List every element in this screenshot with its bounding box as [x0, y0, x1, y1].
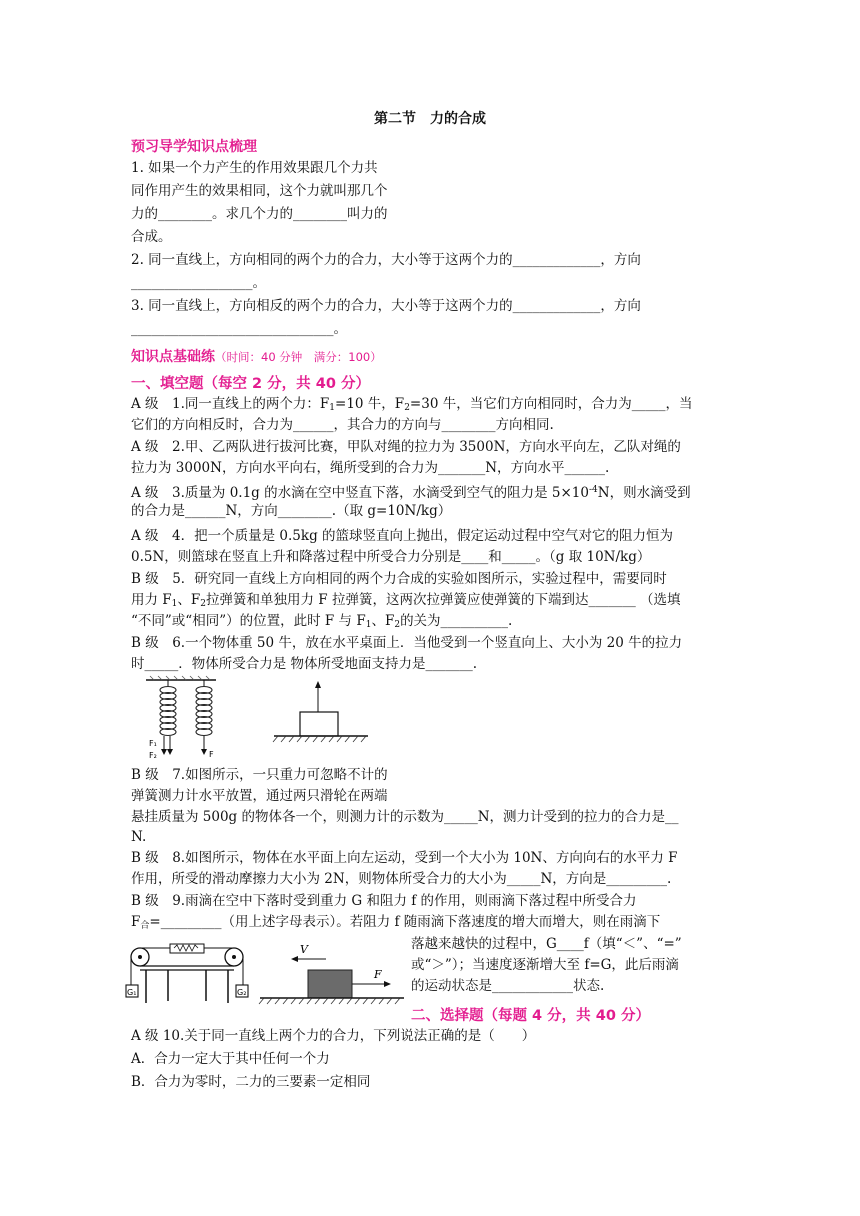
q9-line-1: B 级 9.雨滴在空中下落时受到重力 G 和阻力 f 的作用，则雨滴下落过程中所受合力	[131, 893, 637, 909]
q9-line-2: $F_合=\_\_\_\_\_\_\_\_\_$（用上述字母表示）。若阻力 f 随雨滴下落速度的增大而增大，则在雨滴下	[131, 914, 661, 931]
q7-line-3: 悬挂质量为 500g 的物体各一个，则测力计的示数为_____N，测力计受到的拉力的合力是__	[131, 809, 679, 825]
block-upward-force-figure	[270, 676, 370, 748]
q7-line-2: 弹簧测力计水平放置，通过两只滑轮在两端	[131, 788, 388, 804]
q6-line-1: B 级 6.一个物体重 50 牛，放在水平桌面上．当他受到一个竖直向上、大小为 20 牛的拉力	[131, 635, 683, 651]
s1-line-1: 1. 如果一个力产生的作用效果跟几个力共	[131, 160, 378, 176]
q2-line-1: A 级 2.甲、乙两队进行拔河比赛，甲队对绳的拉力为 3500N，方向水平向左，乙队对绳的	[131, 439, 681, 455]
q4-line-2: 0.5N，则篮球在竖直上升和降落过程中所受合力分别是____和_____。（g 取 10N/kg）	[131, 549, 651, 565]
q5-line-1: B 级 5．研究同一直线上方向相同的两个力合成的实验如图所示，实验过程中，需要同时	[131, 571, 667, 587]
g1-label: G₁	[127, 988, 137, 997]
q3-line-1: A 级 3.质量为 0.1g 的水滴在空中竖直下落，水滴受到空气的阻力是 $5\times 10^{-4}N$，则水滴受到	[131, 485, 691, 501]
s1-line-5: 2. 同一直线上，方向相同的两个力的合力，大小等于这两个力的_____________，方向	[131, 252, 641, 268]
q7-line-1: B 级 7.如图所示，一只重力可忽略不计的	[131, 767, 388, 783]
f1-label: F₁	[149, 739, 157, 748]
section-heading-preview: 预习导学知识点梳理	[131, 139, 257, 155]
basic-subheading: （时间：40 分钟 满分：100）	[215, 350, 382, 364]
q6-line-2: 时_____．物体所受合力是 物体所受地面支持力是_______.	[131, 656, 478, 672]
s1-line-4: 合成。	[131, 229, 172, 245]
q2-line-2: 拉力为 3000N，方向水平向右，绳所受到的合力为_______N，方向水平______.	[131, 460, 610, 476]
q5-line-2: 用力 $F_1$、$F_2$拉弹簧和单独用力 F 拉弹簧，这两次拉弹簧应使弹簧的下端到达_______ （选填	[131, 592, 681, 609]
s1-line-8: ______________________________。	[131, 321, 347, 337]
page-title: 第二节 力的合成	[374, 111, 486, 127]
force-f-label: F	[374, 968, 382, 981]
q5-line-3: “不同”或“相同”）的位置，此时 F 与 $F_1$、$F_2$的关为__________.	[131, 613, 513, 630]
q3-line-2: 的合力是______N，方向________.（取 g=10N/kg）	[131, 503, 452, 519]
q9-line-5: 的运动状态是____________状态.	[411, 978, 605, 994]
q10-option-b: B．合力为零时，二力的三要素一定相同	[131, 1074, 371, 1090]
q8-line-2: 作用，所受的滑动摩擦力大小为 2N，则物体所受合力的大小为_____N，方向是_________.	[131, 871, 672, 887]
s1-line-2: 同作用产生的效果相同，这个力就叫那几个	[131, 183, 388, 199]
q1-line-1: A 级 1.同一直线上的两个力：$F_1=10$ 牛，$F_2=30$ 牛，当它们方向相同时，合力为_____，当	[131, 396, 693, 413]
q4-line-1: A 级 4．把一个质量是 0.5kg 的篮球竖直向上抛出，假定运动过程中空气对它的阻力恒为	[131, 528, 674, 544]
s1-line-6: __________________。	[131, 275, 266, 291]
basic-heading-text: 知识点基础练	[131, 349, 215, 365]
velocity-label: V	[300, 943, 308, 956]
g2-label: G₂	[237, 988, 247, 997]
q10-stem: A 级 10.关于同一直线上两个力的合力，下列说法正确的是（ ）	[131, 1028, 536, 1044]
s1-line-7: 3. 同一直线上，方向相反的两个力的合力，大小等于这两个力的_____________，方向	[131, 298, 641, 314]
part2-heading: 二、选择题（每题 4 分，共 40 分）	[411, 1008, 650, 1024]
part1-heading: 一、填空题（每空 2 分，共 40 分）	[131, 376, 370, 392]
f2-label: F₂	[149, 751, 157, 760]
section-heading-basic	[131, 346, 382, 366]
q1-line-2: 它们的方向相反时，合力为______，其合力的方向与________方向相同.	[131, 417, 554, 433]
spring-figure	[140, 676, 220, 760]
q10-option-a: A．合力一定大于其中任何一个力	[131, 1051, 330, 1067]
q7-line-4: N.	[131, 829, 147, 845]
block-friction-figure	[258, 940, 408, 1012]
q9-line-3: 落越来越快的过程中，G____f（填“＜”、“=”	[411, 936, 682, 952]
q9-line-4: 或“＞”）；当速度逐渐增大至 f=G，此后雨滴	[411, 957, 679, 973]
s1-line-3: 力的________。求几个力的________叫力的	[131, 206, 388, 222]
q8-line-1: B 级 8.如图所示，物体在水平面上向左运动，受到一个大小为 10N、方向向右的水平力 F	[131, 850, 678, 866]
f-label: F	[209, 750, 214, 759]
pulley-spring-scale-figure	[126, 943, 248, 1015]
